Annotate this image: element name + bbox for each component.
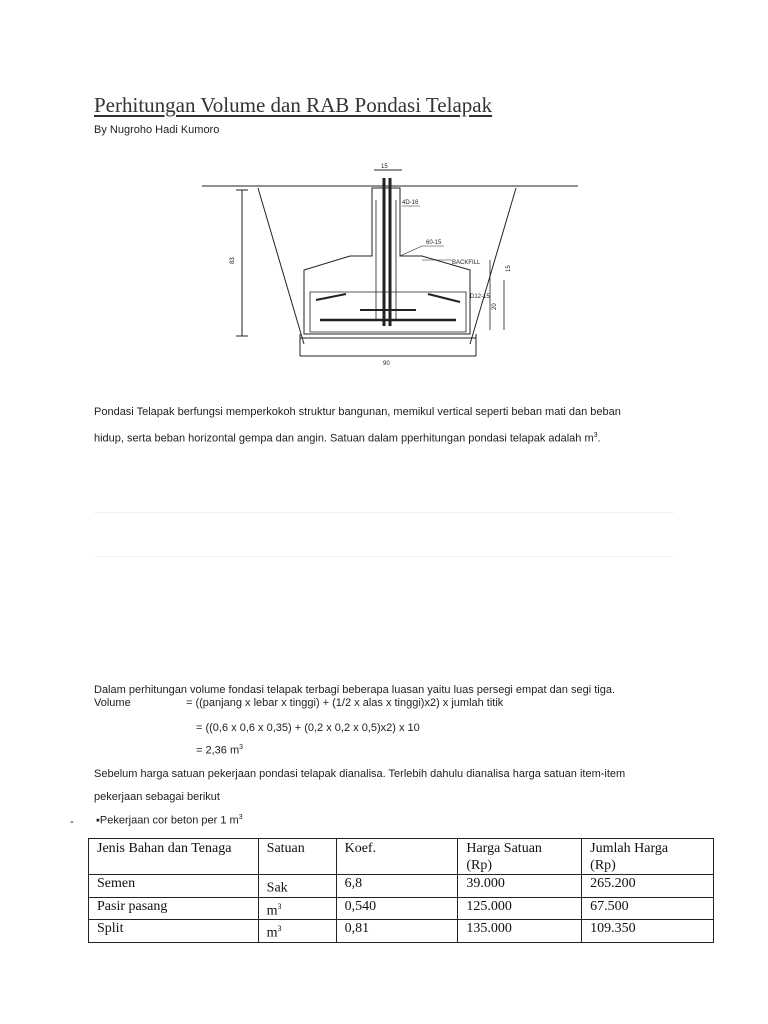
table-row <box>89 897 714 920</box>
work-item-heading: ▪Pekerjaan cor beton per 1 $m^3$ <box>96 814 243 827</box>
dim-height-label: 83 <box>230 257 236 264</box>
author-line: By Nugroho Hadi Kumoro <box>94 124 220 136</box>
side-dim-label: 15 <box>506 265 512 272</box>
page-title: Perhitungan Volume dan RAB Pondasi Telapak <box>94 93 493 117</box>
cell-material: Split <box>89 920 259 943</box>
cell-price: 135.000 <box>458 920 582 943</box>
header-coef: Koef. <box>336 839 458 875</box>
volume-formula <box>94 697 504 709</box>
cell-price: 125.000 <box>458 897 582 920</box>
rebar-label-1: 4D-16 <box>402 200 419 206</box>
rebar-label-3: D12-15 <box>470 294 490 300</box>
dim-top-label: 15 <box>381 164 388 170</box>
formula-text: = ((panjang x lebar x tinggi) + (1/2 x alas x tinggi)x2) x jumlah titik <box>186 697 504 709</box>
rebar-label-2: 60-15 <box>426 240 442 246</box>
analysis-line-2: pekerjaan sebagai berikut <box>94 791 220 803</box>
cell-total: 67.500 <box>582 897 714 920</box>
cell-unit: $m^3$ <box>258 920 336 943</box>
table-header-row <box>89 839 714 875</box>
bullet-dash: - <box>70 816 74 828</box>
excavation-left-edge <box>258 188 304 344</box>
divider <box>94 512 674 513</box>
divider <box>94 556 674 557</box>
cell-total: 109.350 <box>582 920 714 943</box>
header-total: Jumlah Harga (Rp) <box>582 839 714 875</box>
calc-intro: Dalam perhitungan volume fondasi telapak terbagi beberapa luasan yaitu luas persegi empat dan segi tiga. <box>94 684 616 696</box>
intro-line-2: hidup, serta beban horizontal gempa dan angin. Satuan dalam pperhitungan pondasi telapak adalah $m^3$. <box>94 432 601 445</box>
cell-coef: 6,8 <box>336 875 458 898</box>
cell-unit: $m^3$ <box>258 897 336 920</box>
intro-line-1: Pondasi Telapak berfungsi memperkokoh struktur bangunan, memikul vertical seperti beban mati dan beban <box>94 406 621 418</box>
intro-paragraph <box>94 400 694 451</box>
footing-section-drawing <box>200 160 580 380</box>
table-row <box>89 875 714 898</box>
dim-base-label: 90 <box>383 361 390 367</box>
cell-coef: 0,540 <box>336 897 458 920</box>
header-unit: Satuan <box>258 839 336 875</box>
formula-substitution: = ((0,6 x 0,6 x 0,35) + (0,2 x 0,2 x 0,5)x2) x 10 <box>196 722 420 734</box>
backfill-label: BACKFILL <box>452 260 481 266</box>
cell-unit: Sak <box>258 875 336 898</box>
table-row <box>89 920 714 943</box>
footing-outline <box>304 188 470 334</box>
volume-label: Volume <box>94 697 131 709</box>
price-analysis-table <box>88 838 714 943</box>
header-material: Jenis Bahan dan Tenaga <box>89 839 259 875</box>
cell-price: 39.000 <box>458 875 582 898</box>
cell-coef: 0,81 <box>336 920 458 943</box>
analysis-line-1: Sebelum harga satuan pekerjaan pondasi telapak dianalisa. Terlebih dahulu dianalisa harga satuan item-item <box>94 768 626 780</box>
cell-material: Semen <box>89 875 259 898</box>
header-price: Harga Satuan (Rp) <box>458 839 582 875</box>
cell-material: Pasir pasang <box>89 897 259 920</box>
volume-result: = 2,36 $m^3$ <box>196 744 244 757</box>
cell-total: 265.200 <box>582 875 714 898</box>
thickness-label: 20 <box>492 303 498 310</box>
